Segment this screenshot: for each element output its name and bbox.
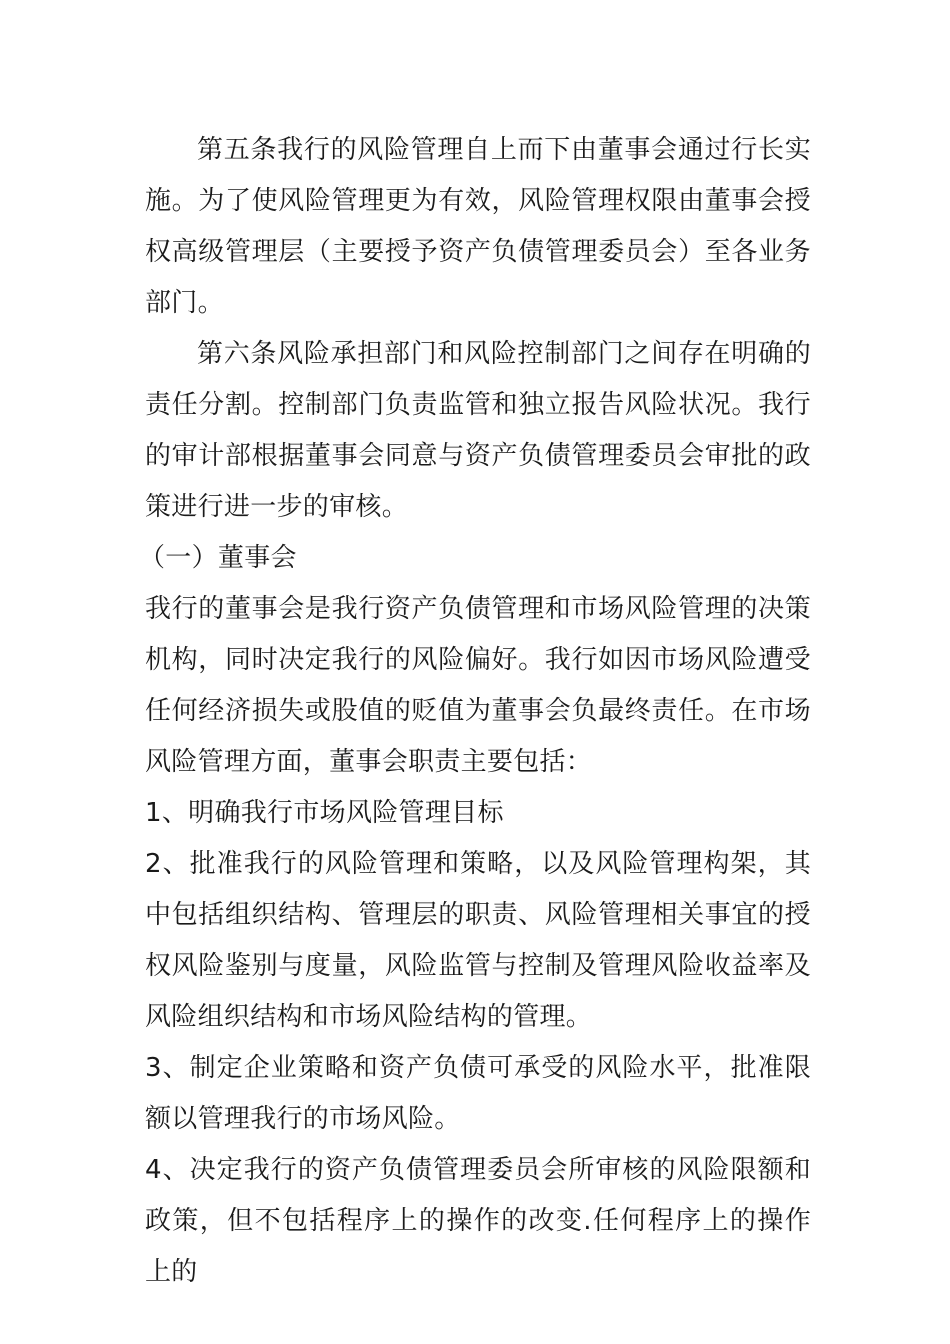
list-item-1: 1、明确我行市场风险管理目标: [145, 798, 504, 828]
paragraph-board-intro: 我行的董事会是我行资产负债管理和市场风险管理的决策机构，同时决定我行的风险偏好。我行如因市场风险遭受任何经济损失或股值的贬值为董事会负最终责任。在市场风险管理方面，董事会职责主要包括：: [145, 594, 811, 777]
paragraph-article-5: 第五条我行的风险管理自上而下由董事会通过行长实施。为了使风险管理更为有效，风险管理权限由董事会授权高级管理层（主要授予资产负债管理委员会）至各业务部门。: [145, 135, 811, 318]
list-item-4: 4、决定我行的资产负债管理委员会所审核的风险限额和政策，但不包括程序上的操作的改变.任何程序上的操作上的: [145, 1155, 811, 1287]
document-body: [139, 125, 811, 1298]
paragraph-article-6: 第六条风险承担部门和风险控制部门之间存在明确的责任分割。控制部门负责监管和独立报告风险状况。我行的审计部根据董事会同意与资产负债管理委员会审批的政策进行进一步的审核。: [145, 339, 811, 522]
list-item-2: 2、批准我行的风险管理和策略，以及风险管理构架，其中包括组织结构、管理层的职责、风险管理相关事宜的授权风险鉴别与度量，风险监管与控制及管理风险收益率及风险组织结构和市场风险结构的管理。: [145, 849, 811, 1032]
section-heading-board: （一）董事会: [139, 543, 297, 573]
list-item-3: 3、制定企业策略和资产负债可承受的风险水平，批准限额以管理我行的市场风险。: [145, 1053, 811, 1134]
